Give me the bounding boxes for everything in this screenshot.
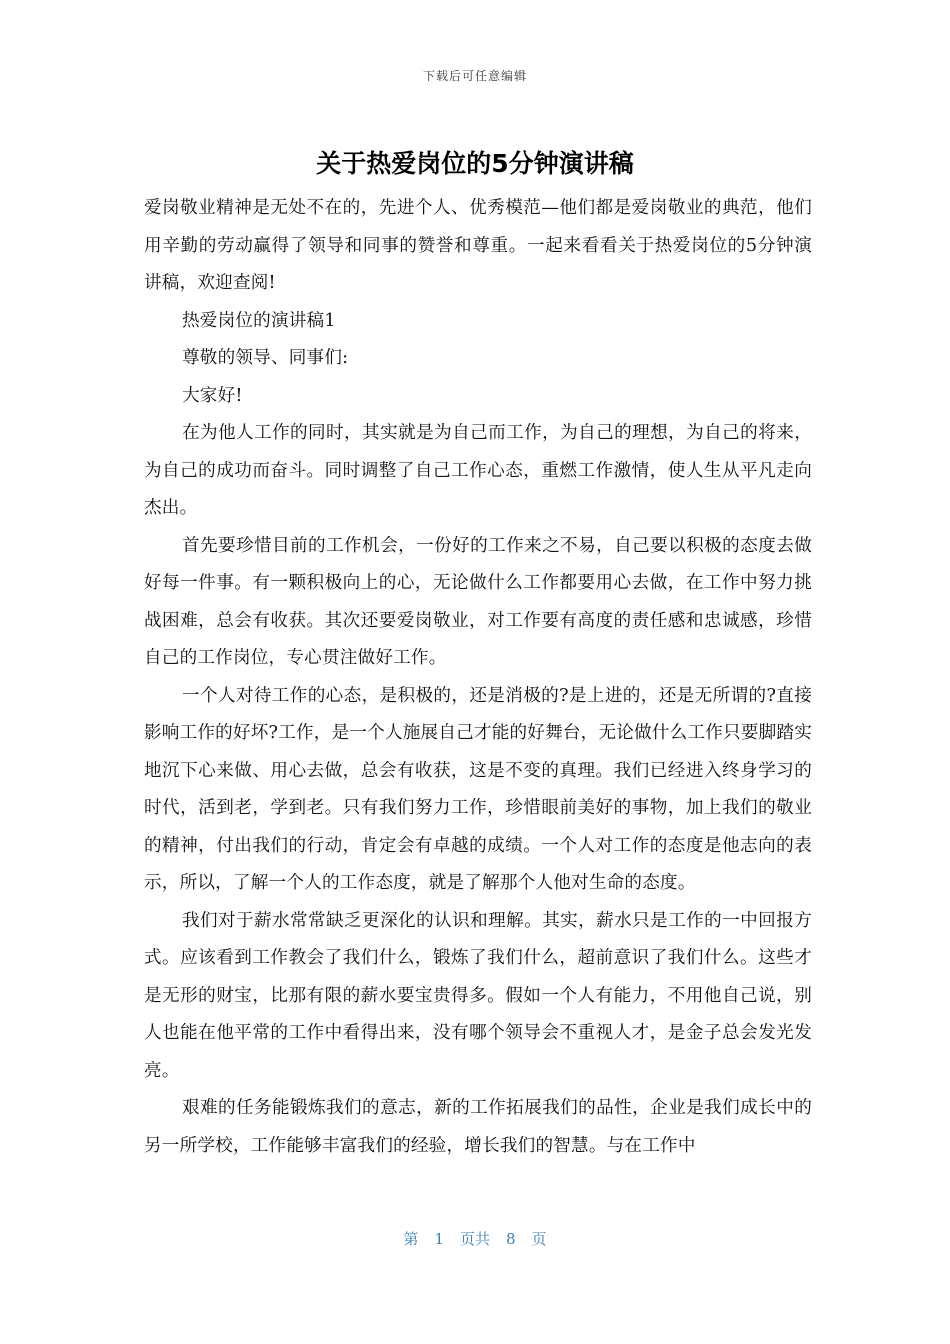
footer-di: 第 bbox=[403, 1230, 419, 1248]
body-paragraph: 一个人对待工作的心态，是积极的，还是消极的?是上进的，还是无所谓的?直接影响工作的好坏?工作，是一个人施展自己才能的好舞台，无论做什么工作只要脚踏实地沉下心来做、用心去做，总会有收获，这是不变的真理。我们已经进入终身学习的时代，活到老，学到老。只有我们努力工作，珍惜眼前美好的事物，加上我们的敬业的精神，付出我们的行动，肯定会有卓越的成绩。一个人对工作的态度是他志向的表示，所以，了解一个人的工作态度，就是了解那个人他对生命的态度。 bbox=[144, 685, 813, 893]
salutation: 尊敬的领导、同事们: bbox=[182, 348, 349, 368]
body-paragraph: 在为他人工作的同时，其实就是为自己而工作，为自己的理想，为自己的将来，为自己的成功而奋斗。同时调整了自己工作心态，重燃工作激情，使人生从平凡走向杰出。 bbox=[144, 423, 812, 518]
greeting: 大家好! bbox=[182, 385, 243, 406]
footer-ye-gong: 页共 bbox=[459, 1230, 490, 1248]
body-paragraph: 我们对于薪水常常缺乏更深化的认识和理解。其实，薪水只是工作的一中回报方式。应该看到工作教会了我们什么，锻炼了我们什么，超前意识了我们什么。这些才是无形的财宝，比那有限的薪水要宝贵得多。假如一个人有能力，不用他自己说，别人也能在他平常的工作中看得出来，没有哪个领导会不重视人才，是金子总会发光发亮。 bbox=[144, 910, 812, 1081]
intro-paragraph: 爱岗敬业精神是无处不在的，先进个人、优秀模范—他们都是爱岗敬业的典范，他们用辛勤的劳动赢得了领导和同事的赞誉和尊重。一起来看看关于热爱岗位的5分钟演讲稿，欢迎查阅! bbox=[144, 198, 812, 293]
section-heading: 热爱岗位的演讲稿1 bbox=[182, 310, 336, 331]
document-body bbox=[144, 190, 812, 1165]
body-paragraph: 艰难的任务能锻炼我们的意志，新的工作拓展我们的品性，企业是我们成长中的另一所学校，工作能够丰富我们的经验，增长我们的智慧。与在工作中 bbox=[144, 1098, 812, 1156]
footer-total-pages: 8 bbox=[506, 1230, 516, 1248]
page-footer bbox=[0, 1228, 950, 1249]
body-paragraph: 首先要珍惜目前的工作机会，一份好的工作来之不易，自己要以积极的态度去做好每一件事。有一颗积极向上的心，无论做什么工作都要用心去做，在工作中努力挑战困难，总会有收获。其次还要爱岗敬业，对工作要有高度的责任感和忠诚感，珍惜自己的工作岗位，专心贯注做好工作。 bbox=[144, 535, 812, 668]
document-title: 关于热爱岗位的5分钟演讲稿 bbox=[316, 149, 634, 178]
footer-ye: 页 bbox=[531, 1230, 547, 1248]
footer-page-number: 1 bbox=[434, 1230, 444, 1248]
page-header-note: 下载后可任意编辑 bbox=[422, 69, 527, 83]
